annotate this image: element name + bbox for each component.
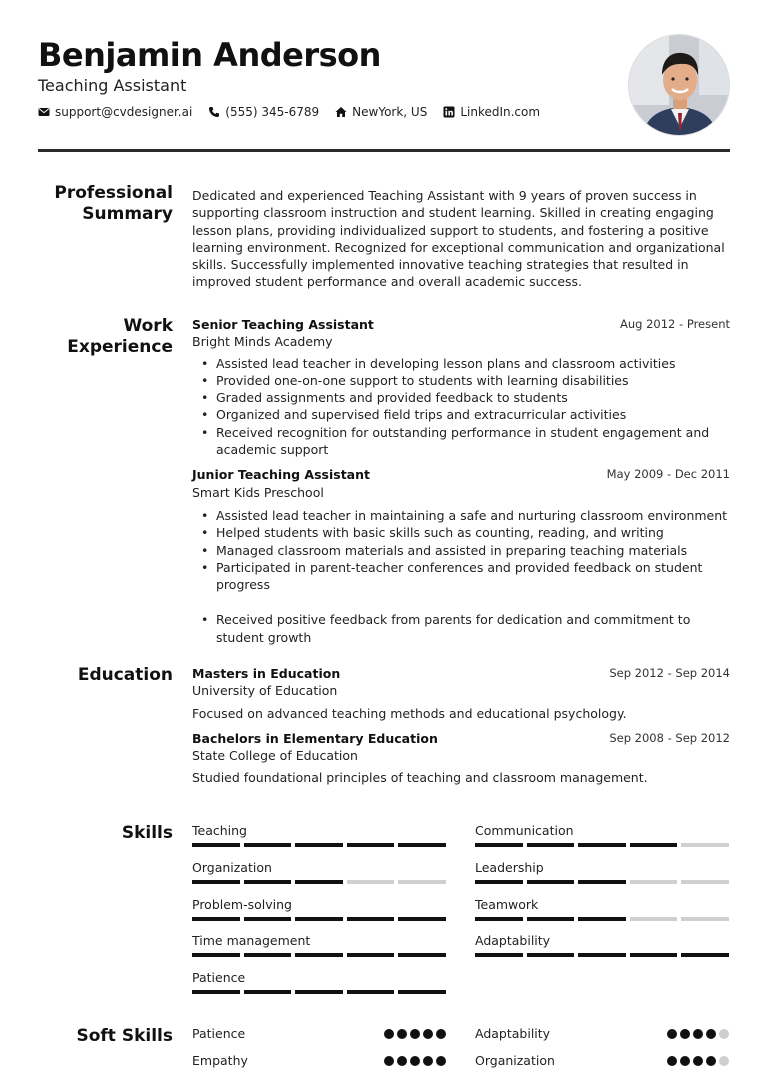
education-entry (192, 730, 730, 787)
list-item: • Received positive feedback from parents for dedication and commitment to student growth (192, 611, 730, 646)
skill-level-segment (295, 880, 343, 884)
list-item: • Participated in parent-teacher conferences and provided feedback on student progress (192, 559, 730, 594)
skill-level-segment (630, 880, 678, 884)
skill-item (475, 823, 729, 847)
skill-label: Teamwork (475, 896, 539, 912)
skill-level-segment (244, 990, 292, 994)
contact-phone[interactable] (208, 105, 319, 119)
rating-dot (384, 1029, 394, 1039)
skill-level-segment (192, 843, 240, 847)
rating-dot (719, 1056, 729, 1066)
skill-level-segment (578, 917, 626, 921)
skill-level-segment (630, 917, 678, 921)
skill-label: Communication (475, 823, 574, 838)
job-bullets (192, 507, 730, 646)
rating-dot (410, 1056, 420, 1066)
skills-section (38, 823, 730, 1003)
soft-skill-item (192, 1053, 446, 1068)
skill-level-bar (192, 953, 446, 957)
phone-icon (208, 106, 220, 118)
skill-level-segment (244, 953, 292, 957)
skill-level-bar (475, 843, 729, 847)
skill-level-segment (475, 953, 523, 957)
education-dates: Sep 2012 - Sep 2014 (609, 666, 730, 680)
rating-dot (397, 1029, 407, 1039)
skill-level-segment (578, 843, 626, 847)
home-icon (335, 106, 347, 118)
soft-skills-heading: Soft Skills (76, 1026, 173, 1046)
skill-level-segment (681, 880, 729, 884)
skill-level-segment (398, 843, 446, 847)
rating-dot (410, 1029, 420, 1039)
skill-level-segment (681, 953, 729, 957)
skill-level-segment (192, 917, 240, 921)
job-org: Bright Minds Academy (192, 334, 333, 350)
soft-skill-label: Adaptability (475, 1026, 551, 1041)
skill-level-segment (630, 843, 678, 847)
rating-dot (719, 1029, 729, 1039)
skill-item (475, 933, 729, 957)
email-text: support@cvdesigner.ai (55, 105, 193, 119)
education-desc: Focused on advanced teaching methods and educational psychology. (192, 705, 627, 721)
rating-dot (667, 1056, 677, 1066)
job-bullets (192, 355, 730, 459)
skill-level-segment (192, 953, 240, 957)
soft-skill-item (475, 1026, 729, 1041)
skill-level-segment (578, 880, 626, 884)
skill-level-segment (347, 880, 395, 884)
skills-heading: Skills (121, 823, 173, 843)
rating-dot (693, 1029, 703, 1039)
skill-label: Leadership (475, 859, 544, 875)
skill-level-segment (244, 880, 292, 884)
soft-skill-item (475, 1053, 729, 1068)
soft-skill-rating (667, 1056, 729, 1066)
soft-skill-item (192, 1026, 446, 1041)
skill-label: Time management (192, 933, 311, 949)
location-text: NewYork, US (352, 105, 428, 119)
list-item: • Assisted lead teacher in maintaining a safe and nurturing classroom environment (192, 507, 730, 524)
skill-level-segment (244, 843, 292, 847)
rating-dot (680, 1056, 690, 1066)
summary-section (38, 183, 730, 293)
skill-level-segment (527, 880, 575, 884)
skill-level-segment (398, 880, 446, 884)
list-item: • Helped students with basic skills such as counting, reading, and writing (192, 524, 730, 541)
rating-dot (436, 1056, 446, 1066)
skill-item (475, 860, 729, 884)
job-title: Teaching Assistant (38, 76, 187, 95)
skill-level-segment (295, 843, 343, 847)
rating-dot (436, 1029, 446, 1039)
rating-dot (397, 1056, 407, 1066)
work-body (192, 316, 730, 646)
skill-level-segment (192, 880, 240, 884)
soft-skill-label: Organization (475, 1053, 555, 1068)
skill-level-bar (475, 880, 729, 884)
school-text: University of Education (192, 683, 338, 699)
skill-level-segment (347, 917, 395, 921)
education-section (38, 665, 730, 795)
education-body (192, 665, 730, 787)
skill-level-segment (295, 917, 343, 921)
job-org: Smart Kids Preschool (192, 484, 324, 500)
skill-level-segment (527, 843, 575, 847)
skill-level-bar (192, 880, 446, 884)
candidate-name: Benjamin Anderson (38, 36, 381, 74)
skill-level-segment (475, 917, 523, 921)
skill-level-bar (192, 843, 446, 847)
list-item: • Graded assignments and provided feedback to students (192, 389, 730, 406)
rating-dot (384, 1056, 394, 1066)
skill-level-segment (347, 990, 395, 994)
skill-level-bar (475, 953, 729, 957)
skill-level-segment (527, 917, 575, 921)
skill-level-bar (192, 917, 446, 921)
rating-dot (667, 1029, 677, 1039)
skill-label: Patience (192, 970, 246, 986)
rating-dot (706, 1056, 716, 1066)
skill-level-segment (295, 990, 343, 994)
skill-item (475, 897, 729, 921)
rating-dot (680, 1029, 690, 1039)
profile-photo (628, 34, 730, 136)
education-desc: Studied foundational principles of teaching and classroom management. (192, 770, 648, 786)
school-text: State College of Education (192, 748, 358, 764)
summary-text: Dedicated and experienced Teaching Assistant with 9 years of proven success in supporting classroom instruction and student learning. Skilled in creating engaging lesson plans, providing individualized support to students, and fostering a positive learning environment. Recognized for exceptional communication and organizational skills. Successfully implemented innovative teaching strategies that resulted in improved student performance and overall academic success. (192, 188, 725, 290)
job-title-text: Junior Teaching Assistant (192, 467, 370, 483)
work-heading: Work Experience (67, 316, 173, 357)
soft-skill-rating (384, 1056, 446, 1066)
skill-level-segment (398, 990, 446, 994)
skill-item (192, 970, 446, 994)
rating-dot (423, 1029, 433, 1039)
contact-linkedin[interactable] (443, 105, 540, 119)
soft-skill-label: Patience (192, 1026, 246, 1041)
contact-email[interactable] (38, 105, 192, 119)
skill-level-segment (347, 843, 395, 847)
skill-level-segment (475, 843, 523, 847)
skill-level-segment (681, 917, 729, 921)
degree-text: Bachelors in Elementary Education (192, 730, 438, 746)
contact-bar (38, 105, 540, 119)
list-item: • Managed classroom materials and assisted in preparing teaching materials (192, 542, 730, 559)
rating-dot (423, 1056, 433, 1066)
skill-item (192, 860, 446, 884)
linkedin-icon (443, 106, 455, 118)
job-dates: Aug 2012 - Present (620, 317, 730, 331)
soft-skills-section (38, 1026, 730, 1076)
header-divider (38, 149, 730, 152)
skill-level-bar (192, 990, 446, 994)
job-title-text: Senior Teaching Assistant (192, 317, 374, 332)
skill-level-segment (398, 917, 446, 921)
skill-level-segment (630, 953, 678, 957)
list-item: • Organized and supervised field trips and extracurricular activities (192, 406, 730, 423)
skill-level-segment (347, 953, 395, 957)
soft-skill-label: Empathy (192, 1053, 248, 1068)
list-item: • Assisted lead teacher in developing lesson plans and classroom activities (192, 355, 730, 372)
skill-level-segment (475, 880, 523, 884)
skill-level-bar (475, 917, 729, 921)
skill-level-segment (295, 953, 343, 957)
envelope-icon (38, 106, 50, 118)
skill-item (192, 897, 446, 921)
education-dates: Sep 2008 - Sep 2012 (609, 730, 730, 745)
skill-level-segment (681, 843, 729, 847)
skill-level-segment (527, 953, 575, 957)
work-section (38, 316, 730, 645)
skill-label: Problem-solving (192, 896, 292, 912)
job-dates: May 2009 - Dec 2011 (606, 467, 730, 482)
skill-level-segment (578, 953, 626, 957)
education-entry (192, 665, 730, 722)
summary-heading: Professional Summary (54, 183, 173, 224)
skill-level-segment (398, 953, 446, 957)
list-item: • Provided one-on-one support to students with learning disabilities (192, 372, 730, 389)
education-heading: Education (77, 665, 173, 685)
skill-label: Organization (192, 859, 272, 875)
degree-text: Masters in Education (192, 666, 341, 681)
phone-text: (555) 345-6789 (225, 105, 320, 119)
skill-label: Adaptability (475, 933, 551, 949)
linkedin-text: LinkedIn.com (460, 105, 541, 119)
skill-level-segment (192, 990, 240, 994)
list-item: • Received recognition for outstanding performance in student engagement and academic support (192, 424, 730, 459)
soft-skill-rating (667, 1029, 729, 1039)
contact-location (335, 105, 427, 119)
rating-dot (706, 1029, 716, 1039)
job-entry (192, 316, 730, 458)
skill-item (192, 823, 446, 847)
skill-label: Teaching (192, 823, 247, 838)
rating-dot (693, 1056, 703, 1066)
skill-item (192, 933, 446, 957)
job-entry (192, 466, 730, 646)
soft-skill-rating (384, 1029, 446, 1039)
skill-level-segment (244, 917, 292, 921)
